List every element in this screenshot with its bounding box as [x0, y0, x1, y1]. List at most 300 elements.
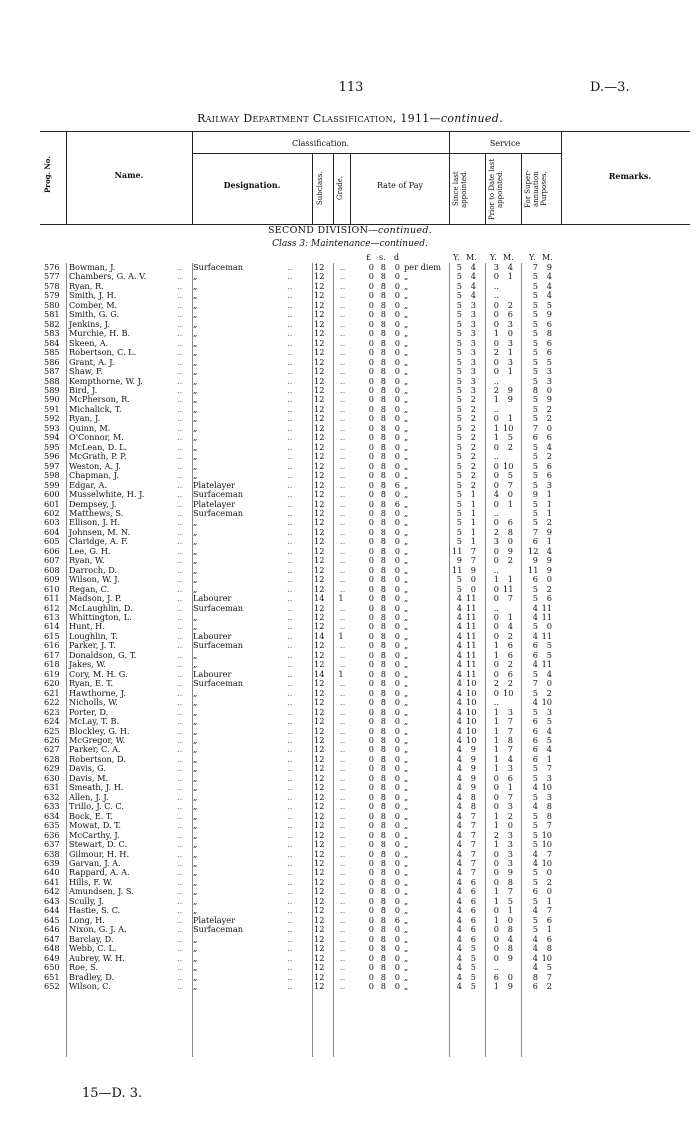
prog-no: 630	[44, 772, 60, 783]
prior-months: 1	[507, 413, 513, 424]
subclass: 12	[314, 441, 325, 452]
prior-years: 0	[493, 943, 499, 954]
leader-dots: ..	[340, 347, 346, 358]
since-last-years: 11	[452, 564, 463, 575]
superannuation-years: 6	[532, 536, 538, 547]
superannuation-months: 9	[546, 262, 552, 272]
subclass: 12	[314, 697, 325, 708]
superannuation-months: 11	[541, 612, 552, 623]
leader-dots: ..	[177, 933, 183, 944]
prog-no: 608	[44, 564, 60, 575]
since-last-months: 4	[470, 290, 476, 301]
pay-pence: 0	[394, 432, 400, 443]
table-row	[0, 906, 700, 915]
prior-months: 10	[503, 687, 514, 698]
leader-dots: ..	[177, 489, 183, 500]
pay-shillings: 8	[380, 299, 386, 310]
pay-shillings: 8	[380, 763, 386, 774]
leader-dots: ..	[287, 460, 293, 471]
superannuation-months: 2	[546, 403, 552, 414]
leader-dots: ..	[340, 706, 346, 717]
table-row	[0, 954, 700, 963]
prog-no: 590	[44, 394, 60, 405]
table-row	[0, 613, 700, 622]
leader-dots: ..	[177, 564, 183, 575]
unit-months-2: M.	[503, 253, 514, 262]
subclass: 12	[314, 867, 325, 878]
pay-shillings: 8	[380, 971, 386, 982]
subclass: 12	[314, 356, 325, 367]
designation: „	[193, 271, 198, 282]
superannuation-years: 5	[532, 318, 538, 329]
pay-pence: 0	[394, 375, 400, 386]
prior-months: 7	[507, 593, 513, 604]
leader-dots: ..	[340, 848, 346, 859]
leader-dots: ..	[340, 460, 346, 471]
pay-period: „	[404, 933, 409, 944]
superannuation-months: 4	[546, 744, 552, 755]
pay-pence: 0	[394, 857, 400, 868]
pay-pence: 0	[394, 810, 400, 821]
subclass: 12	[314, 290, 325, 301]
prior-years: 1	[493, 716, 499, 727]
subclass: 12	[314, 375, 325, 386]
since-last-years: 4	[456, 876, 462, 887]
superannuation-months: 8	[546, 943, 552, 954]
pay-shillings: 8	[380, 943, 386, 954]
prog-no: 635	[44, 820, 60, 831]
subclass: 12	[314, 905, 325, 916]
since-last-months: 10	[466, 697, 477, 708]
since-last-months: 1	[470, 526, 476, 537]
leader-dots: ..	[287, 366, 293, 377]
prior-months: 3	[507, 706, 513, 717]
since-last-months: 2	[470, 432, 476, 443]
superannuation-years: 5	[532, 394, 538, 405]
leader-dots: ..	[340, 810, 346, 821]
superannuation-years: 5	[532, 867, 538, 878]
employee-name: Mowat, D. T.	[69, 820, 122, 831]
employee-name: Hawthorne, J.	[69, 687, 127, 698]
pay-period: „	[404, 451, 409, 462]
leader-dots: ..	[340, 659, 346, 670]
prog-no: 647	[44, 933, 60, 944]
pay-shillings: 8	[380, 867, 386, 878]
pay-pence: 0	[394, 441, 400, 452]
since-last-years: 4	[456, 839, 462, 850]
prior-years: 1	[493, 394, 499, 405]
prior-months: 0	[507, 489, 513, 500]
prior-months: 4	[507, 933, 513, 944]
pay-shillings: 8	[380, 697, 386, 708]
since-last-years: 4	[456, 914, 462, 925]
since-last-years: 5	[456, 413, 462, 424]
designation: „	[193, 980, 198, 991]
pay-shillings: 8	[380, 716, 386, 727]
prior-years: 1	[493, 810, 499, 821]
pay-period: „	[404, 772, 409, 783]
leader-dots: ..	[177, 649, 183, 660]
prog-no: 649	[44, 952, 60, 963]
pay-period: „	[404, 507, 409, 518]
prior-years: ..	[493, 451, 499, 462]
superannuation-years: 4	[532, 933, 538, 944]
superannuation-months: 5	[546, 356, 552, 367]
pay-period: „	[404, 384, 409, 395]
prior-months: 1	[507, 574, 513, 585]
pay-pence: 0	[394, 280, 400, 291]
leader-dots: ..	[340, 649, 346, 660]
superannuation-months: 4	[546, 725, 552, 736]
pay-pounds: 0	[368, 366, 374, 377]
since-last-years: 5	[456, 583, 462, 594]
remarks-header: Remarks.	[608, 171, 652, 181]
leader-dots: ..	[177, 810, 183, 821]
prior-years: 0	[493, 659, 499, 670]
employee-name: Loughlin, T.	[69, 630, 118, 641]
prior-years: 0	[493, 791, 499, 802]
leader-dots: ..	[177, 678, 183, 689]
leader-dots: ..	[340, 451, 346, 462]
since-last-months: 3	[470, 299, 476, 310]
prog-no: 603	[44, 517, 60, 528]
leader-dots: ..	[287, 593, 293, 604]
superannuation-years: 4	[532, 697, 538, 708]
leader-dots: ..	[340, 905, 346, 916]
prior-months: 2	[507, 441, 513, 452]
employee-name: Quinn, M.	[69, 422, 111, 433]
pay-period: „	[404, 299, 409, 310]
employee-name: Hunt, H.	[69, 621, 105, 632]
pay-shillings: 8	[380, 829, 386, 840]
employee-name: McGregor, W.	[69, 735, 126, 745]
superannuation-months: 10	[541, 829, 552, 840]
since-last-months: 9	[470, 772, 476, 783]
pay-period: „	[404, 678, 409, 689]
subclass: 12	[314, 640, 325, 651]
pay-shillings: 8	[380, 328, 386, 339]
pay-shillings: 8	[380, 460, 386, 471]
since-last-years: 4	[456, 980, 462, 991]
pay-period: „	[404, 706, 409, 717]
superannuation-years: 6	[532, 735, 538, 745]
pay-period: „	[404, 470, 409, 481]
superannuation-years: 5	[532, 706, 538, 717]
pay-period: „	[404, 659, 409, 670]
pay-pounds: 0	[368, 905, 374, 916]
subclass: 12	[314, 403, 325, 414]
pay-period: „	[404, 905, 409, 916]
table-row	[0, 377, 700, 386]
employee-name: Ryan, R.	[69, 280, 104, 291]
superannuation-years: 6	[532, 716, 538, 727]
pay-shillings: 8	[380, 347, 386, 358]
pay-shillings: 8	[380, 659, 386, 670]
pay-pounds: 0	[368, 640, 374, 651]
designation: „	[193, 763, 198, 774]
subclass: 12	[314, 971, 325, 982]
designation: „	[193, 933, 198, 944]
superannuation-months: 3	[546, 791, 552, 802]
pay-period: per diem	[404, 262, 442, 272]
pay-pence: 0	[394, 716, 400, 727]
employee-name: Matthews, S.	[69, 507, 124, 518]
subclass: 12	[314, 309, 325, 320]
since-last-years: 5	[456, 460, 462, 471]
subclass: 12	[314, 735, 325, 745]
leader-dots: ..	[287, 839, 293, 850]
pay-pounds: 0	[368, 678, 374, 689]
pay-shillings: 8	[380, 933, 386, 944]
leader-dots: ..	[340, 309, 346, 320]
leader-dots: ..	[340, 403, 346, 414]
since-last-months: 3	[470, 347, 476, 358]
prior-months: 3	[507, 829, 513, 840]
subclass: 12	[314, 384, 325, 395]
leader-dots: ..	[287, 328, 293, 339]
leader-dots: ..	[177, 517, 183, 528]
prior-years: 0	[493, 668, 499, 679]
designation: „	[193, 829, 198, 840]
leader-dots: ..	[287, 914, 293, 925]
subclass: 12	[314, 536, 325, 547]
pay-shillings: 8	[380, 583, 386, 594]
leader-dots: ..	[340, 271, 346, 282]
since-last-years: 5	[456, 403, 462, 414]
prior-years: ..	[493, 403, 499, 414]
pay-period: „	[404, 574, 409, 585]
pay-pence: 0	[394, 574, 400, 585]
superannuation-months: 2	[546, 583, 552, 594]
since-last-years: 4	[456, 640, 462, 651]
prior-years: 0	[493, 857, 499, 868]
subclass: 12	[314, 479, 325, 490]
subclass: 12	[314, 820, 325, 831]
leader-dots: ..	[287, 867, 293, 878]
leader-dots: ..	[177, 820, 183, 831]
pay-pounds: 0	[368, 517, 374, 528]
leader-dots: ..	[177, 441, 183, 452]
prior-months: 1	[507, 612, 513, 623]
leader-dots: ..	[340, 555, 346, 566]
prior-years: 0	[493, 460, 499, 471]
pay-shillings: 8	[380, 801, 386, 812]
employee-name: Smeath, J. H.	[69, 782, 124, 793]
employee-name: Michalick, T.	[69, 403, 122, 414]
superannuation-years: 6	[532, 432, 538, 443]
designation: „	[193, 867, 198, 878]
leader-dots: ..	[177, 630, 183, 641]
table-row	[0, 358, 700, 367]
leader-dots: ..	[177, 536, 183, 547]
pay-shillings: 8	[380, 772, 386, 783]
prior-months: 9	[507, 384, 513, 395]
since-last-years: 4	[456, 678, 462, 689]
designation: „	[193, 839, 198, 850]
pay-period: „	[404, 886, 409, 897]
superannuation-years: 5	[532, 347, 538, 358]
leader-dots: ..	[177, 384, 183, 395]
prior-years: 1	[493, 886, 499, 897]
prog-no: 576	[44, 262, 60, 272]
pay-shillings: 8	[380, 735, 386, 745]
pay-shillings: 8	[380, 753, 386, 764]
designation: „	[193, 366, 198, 377]
employee-name: McLaughlin, D.	[69, 602, 133, 613]
prog-no: 622	[44, 697, 60, 708]
since-last-years: 5	[456, 384, 462, 395]
since-last-months: 9	[470, 744, 476, 755]
prog-no: 587	[44, 366, 60, 377]
pay-pence: 0	[394, 744, 400, 755]
superannuation-years: 5	[532, 839, 538, 850]
employee-name: Aubrey, W. H.	[69, 952, 125, 963]
designation: Platelayer	[193, 914, 236, 925]
prior-months: 0	[507, 328, 513, 339]
leader-dots: ..	[287, 356, 293, 367]
employee-name: Stewart, D. C.	[69, 839, 128, 850]
superannuation-years: 5	[532, 280, 538, 291]
since-last-years: 4	[456, 905, 462, 916]
pay-shillings: 8	[380, 649, 386, 660]
employee-name: Davis, M.	[69, 772, 109, 783]
since-last-months: 6	[470, 905, 476, 916]
leader-dots: ..	[340, 526, 346, 537]
leader-dots: ..	[287, 678, 293, 689]
leader-dots: ..	[287, 602, 293, 613]
designation: „	[193, 687, 198, 698]
prior-years: 0	[493, 555, 499, 566]
leader-dots: ..	[177, 640, 183, 651]
since-last-years: 4	[456, 933, 462, 944]
document-reference: D.—3.	[590, 80, 630, 95]
since-last-months: 5	[470, 943, 476, 954]
leader-dots: ..	[177, 772, 183, 783]
employee-name: Webb, C. L.	[69, 943, 117, 954]
pay-pounds: 0	[368, 593, 374, 604]
prior-years: 0	[493, 583, 499, 594]
pay-shillings: 8	[380, 640, 386, 651]
pay-pounds: 0	[368, 290, 374, 301]
pay-shillings: 8	[380, 791, 386, 802]
leader-dots: ..	[177, 479, 183, 490]
pay-shillings: 8	[380, 394, 386, 405]
since-last-years: 5	[456, 280, 462, 291]
pay-period: „	[404, 829, 409, 840]
since-last-years: 4	[456, 668, 462, 679]
pay-pence: 0	[394, 905, 400, 916]
leader-dots: ..	[287, 962, 293, 973]
superannuation-months: 2	[546, 451, 552, 462]
prior-years: 3	[493, 262, 499, 272]
prog-no: 637	[44, 839, 60, 850]
pay-shillings: 8	[380, 290, 386, 301]
pay-period: „	[404, 403, 409, 414]
pay-period: „	[404, 498, 409, 509]
superannuation-months: 11	[541, 659, 552, 670]
leader-dots: ..	[340, 952, 346, 963]
pay-pence: 0	[394, 593, 400, 604]
employee-name: Parker, J. T.	[69, 640, 116, 651]
employee-name: Cory, M. H. G.	[69, 668, 128, 679]
employee-name: Jakes, W.	[69, 659, 106, 670]
pay-pence: 0	[394, 971, 400, 982]
leader-dots: ..	[287, 394, 293, 405]
prog-no: 582	[44, 318, 60, 329]
since-last-months: 7	[470, 829, 476, 840]
leader-dots: ..	[340, 280, 346, 291]
superannuation-years: 5	[532, 876, 538, 887]
pay-shillings: 8	[380, 924, 386, 935]
leader-dots: ..	[287, 744, 293, 755]
since-last-months: 11	[466, 602, 477, 613]
prog-no-header: Prog. No.	[43, 156, 52, 194]
designation: „	[193, 413, 198, 424]
subclass: 12	[314, 687, 325, 698]
pay-pounds: 0	[368, 867, 374, 878]
pay-period: „	[404, 924, 409, 935]
classification-header: Classification.	[291, 139, 350, 148]
since-last-months: 9	[470, 763, 476, 774]
pay-shillings: 8	[380, 895, 386, 906]
employee-name: O'Connor, M.	[69, 432, 124, 443]
prog-no: 596	[44, 451, 60, 462]
pay-period: „	[404, 649, 409, 660]
prior-months: 2	[507, 299, 513, 310]
prog-no: 610	[44, 583, 60, 594]
prior-years: 1	[493, 763, 499, 774]
prior-years: ..	[493, 564, 499, 575]
prior-months: 9	[507, 952, 513, 963]
leader-dots: ..	[287, 791, 293, 802]
prior-years: 0	[493, 621, 499, 632]
rate-of-pay-header: Rate of Pay	[376, 181, 424, 190]
pay-pence: 0	[394, 564, 400, 575]
employee-name: Ryan, J.	[69, 413, 101, 424]
leader-dots: ..	[287, 753, 293, 764]
pay-pence: 0	[394, 347, 400, 358]
leader-dots: ..	[287, 337, 293, 348]
employee-name: Robertson, D.	[69, 753, 126, 764]
subclass: 12	[314, 943, 325, 954]
superannuation-years: 5	[532, 470, 538, 481]
designation: Surfaceman	[193, 602, 244, 613]
leader-dots: ..	[287, 763, 293, 774]
pay-period: „	[404, 545, 409, 556]
subclass: 12	[314, 839, 325, 850]
pay-pence: 0	[394, 460, 400, 471]
leader-dots: ..	[287, 507, 293, 518]
pay-shillings: 8	[380, 839, 386, 850]
superannuation-months: 1	[546, 895, 552, 906]
since-last-months: 2	[470, 422, 476, 433]
designation: „	[193, 555, 198, 566]
superannuation-months: 5	[546, 735, 552, 745]
designation: „	[193, 810, 198, 821]
prior-months: 7	[507, 886, 513, 897]
pay-pence: 0	[394, 801, 400, 812]
subclass: 12	[314, 432, 325, 443]
since-last-years: 4	[456, 735, 462, 745]
pay-pence: 0	[394, 952, 400, 963]
since-last-years: 4	[456, 716, 462, 727]
pay-pounds: 0	[368, 460, 374, 471]
pay-shillings: 8	[380, 441, 386, 452]
pay-period: „	[404, 716, 409, 727]
prior-months: 3	[507, 318, 513, 329]
subclass: 12	[314, 706, 325, 717]
superannuation-months: 9	[546, 564, 552, 575]
